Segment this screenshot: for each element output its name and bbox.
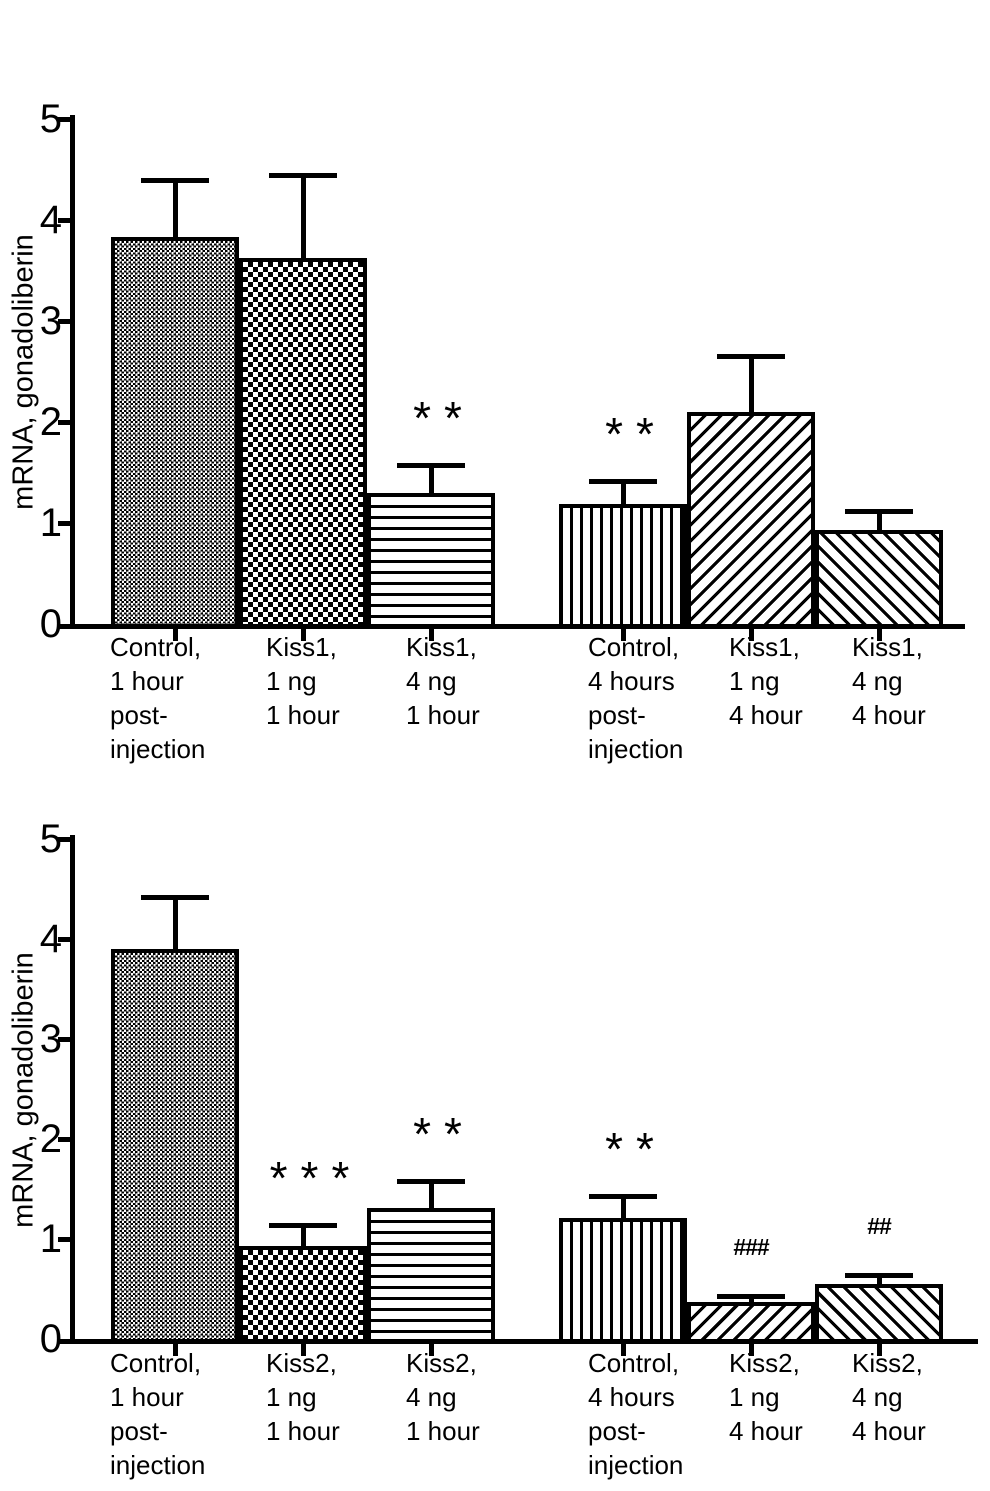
error-bar-cap: [589, 1194, 657, 1199]
significance-marker: **: [413, 392, 475, 445]
error-bar-stem: [429, 1181, 434, 1210]
significance-marker: ***: [269, 1152, 363, 1204]
x-category-label-line: injection: [588, 734, 684, 764]
error-bar-cap: [845, 1273, 913, 1278]
x-category-label-line: Kiss1,: [266, 632, 337, 662]
y-axis-line: [70, 835, 75, 1344]
x-category-label-line: Control,: [110, 632, 202, 662]
y-tick-label: 2: [39, 400, 62, 444]
y-tick-label: 4: [39, 917, 62, 961]
x-category-label-line: 1 hour: [406, 1416, 480, 1446]
x-category-label-line: Control,: [110, 1348, 202, 1378]
x-category-label-line: 1 ng: [729, 1382, 780, 1412]
bar-2: [239, 1246, 367, 1343]
x-category-label-line: injection: [110, 734, 206, 764]
x-category-label-line: 1 hour: [266, 1416, 340, 1446]
bar-5: [687, 1302, 815, 1343]
x-category-label: [266, 1346, 340, 1448]
x-category-label: [406, 1346, 480, 1448]
significance-marker: **: [605, 407, 667, 460]
x-category-label-line: 4 hour: [852, 700, 926, 730]
x-category-label-line: 1 hour: [110, 1382, 184, 1412]
x-category-label-line: 4 hours: [588, 666, 675, 696]
x-category-label-line: 1 hour: [406, 700, 480, 730]
x-category-label-line: 1 ng: [266, 1382, 317, 1412]
x-category-label-line: 4 ng: [406, 666, 457, 696]
y-tick-label: 1: [39, 501, 62, 545]
x-category-label-line: Kiss1,: [852, 632, 923, 662]
x-category-label-line: 1 ng: [266, 666, 317, 696]
bar-1: [111, 949, 239, 1343]
x-category-label-line: Control,: [588, 1348, 680, 1378]
x-category-label-line: post-: [588, 1416, 646, 1446]
x-category-label-line: Kiss1,: [729, 632, 800, 662]
x-category-label: [852, 1346, 926, 1448]
y-tick-label: 5: [39, 817, 62, 861]
y-axis-title: mRNA, gonadoliberin: [7, 234, 40, 510]
x-category-label: [110, 1346, 205, 1482]
y-axis-title: mRNA, gonadoliberin: [7, 952, 40, 1228]
x-category-label-line: Kiss2,: [266, 1348, 337, 1378]
error-bar-cap: [397, 1179, 465, 1184]
y-tick-label: 5: [39, 97, 62, 141]
x-category-label-line: 1 ng: [729, 666, 780, 696]
x-category-label-line: injection: [588, 1450, 684, 1480]
x-category-label: [729, 1346, 803, 1448]
x-category-label-line: 1 hour: [110, 666, 184, 696]
x-category-label-line: 4 ng: [406, 1382, 457, 1412]
significance-marker: **: [413, 1108, 475, 1160]
x-category-label-line: Control,: [588, 632, 680, 662]
x-category-label-line: post-: [588, 700, 646, 730]
y-tick-label: 2: [39, 1117, 62, 1161]
x-category-label-line: 4 ng: [852, 1382, 903, 1412]
y-tick-label: 3: [39, 1017, 62, 1061]
x-category-label-line: post-: [110, 700, 168, 730]
significance-marker: ###: [733, 1234, 769, 1260]
x-category-label-line: Kiss2,: [729, 1348, 800, 1378]
error-bar-stem: [621, 1196, 626, 1220]
y-tick-label: 0: [39, 602, 62, 646]
error-bar-cap: [717, 1294, 785, 1299]
x-category-label-line: 4 hours: [588, 1382, 675, 1412]
y-tick-label: 3: [39, 299, 62, 343]
x-category-label-line: 1 hour: [266, 700, 340, 730]
x-category-label-line: injection: [110, 1450, 206, 1480]
x-category-label: [588, 1346, 683, 1482]
x-category-label-line: Kiss1,: [406, 632, 477, 662]
x-category-label-line: Kiss2,: [406, 1348, 477, 1378]
x-category-label-line: 4 ng: [852, 666, 903, 696]
error-bar-stem: [301, 1225, 306, 1248]
x-category-label-line: 4 hour: [729, 1416, 803, 1446]
x-category-label-line: post-: [110, 1416, 168, 1446]
significance-marker: **: [605, 1123, 667, 1175]
x-category-label-line: 4 hour: [729, 700, 803, 730]
error-bar-cap: [269, 1223, 337, 1228]
y-tick-label: 4: [39, 198, 62, 242]
y-tick-label: 1: [39, 1217, 62, 1261]
error-bar-cap: [141, 895, 209, 900]
bar-3: [367, 1208, 495, 1343]
y-tick-label: 0: [39, 1317, 62, 1361]
significance-marker: ##: [867, 1213, 891, 1239]
error-bar-stem: [173, 897, 178, 951]
x-category-label-line: Kiss2,: [852, 1348, 923, 1378]
bar-6: [815, 1284, 943, 1343]
x-category-label-line: 4 hour: [852, 1416, 926, 1446]
